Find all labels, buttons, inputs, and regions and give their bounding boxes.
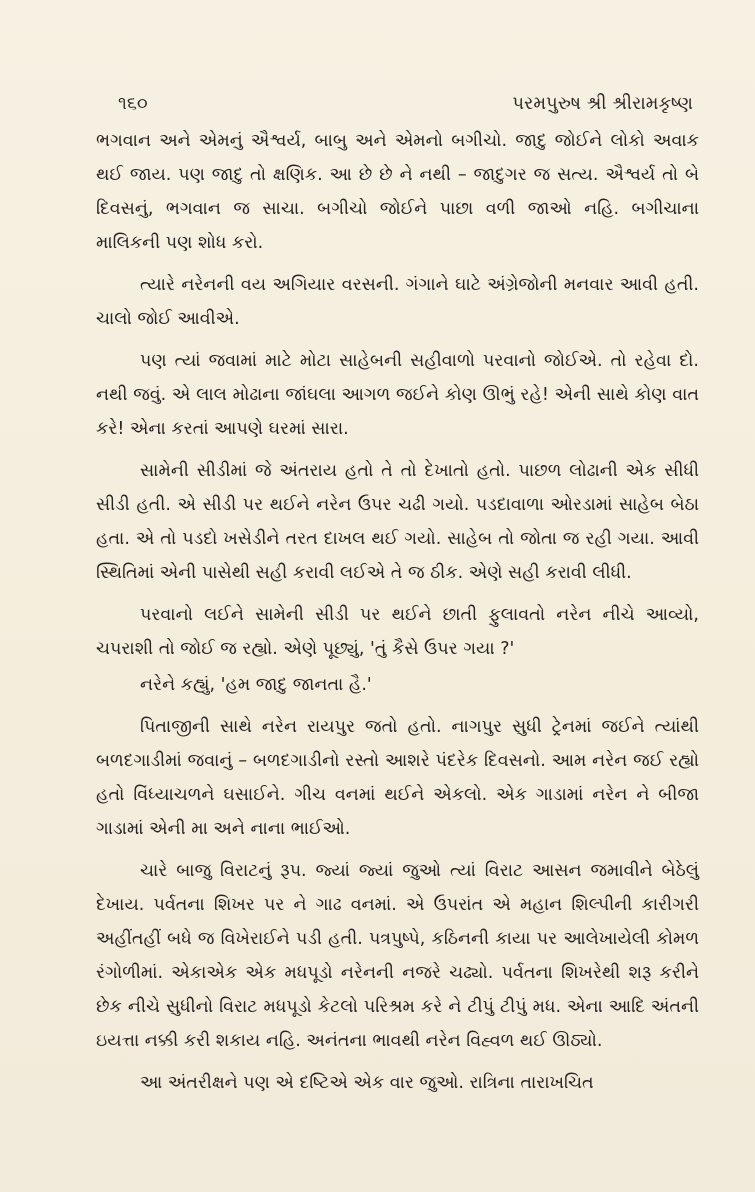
paragraph-3: પણ ત્યાં જવામાં માટે મોટા સાહેબની સહીવાળો પરવાનો જોઈએ. તો રહેવા દો. નથી જવું. એ લાલ મોઢાના જાંઘલા આગળ જઈને કોણ ઊભું રહે! એની સાથે કોણ વાત કરે! એના કરતાં આપણે ઘરમાં સારા. <box>96 351 699 439</box>
paragraph-5: પરવાનો લઈને સામેની સીડી પર થઈને છાતી ફુલાવતો નરેન નીચે આવ્યો, ચપરાશી તો જોઈ જ રહ્યો. એણે પૂછ્યું, 'તું કૈસે ઉપર ગયા ?' <box>96 605 699 659</box>
paragraph-6: નરેને કહ્યું, 'હમ જાદુ જાનતા હૈ.' <box>140 675 372 695</box>
page-header <box>118 88 693 118</box>
paragraph-4: સામેની સીડીમાં જે અંતરાય હતો તે તો દેખાતો હતો. પાછળ લોઢાની એક સીધી સીડી હતી. એ સીડી પર થઈને નરેન ઉપર ચઢી ગયો. પડદાવાળા ઓરડામાં સાહેબ બેઠા હતા. એ તો પડદો ખસેડીને તરત દાખલ થઈ ગયો. સાહેબ તો જોતા જ રહી ગયા. આવી સ્થિતિમાં એની પાસેથી સહી કરાવી લઈએ તે જ ઠીક. એણે સહી કરાવી લીધી. <box>96 461 699 583</box>
running-title: પરમપુરુષ શ્રી શ્રીરામકૃષ્ણ <box>512 92 693 114</box>
paragraph-2: ત્યારે નરેનની વય અગિયાર વરસની. ગંગાને ઘાટે અંગ્રેજોની મનવાર આવી હતી. ચાલો જોઈ આવીએ. <box>96 275 699 329</box>
page-body <box>96 124 699 1108</box>
paragraph-8: ચારે બાજુ વિરાટનું રૂપ. જ્યાં જ્યાં જુઓ ત્યાં વિરાટ આસન જમાવીને બેઠેલું દેખાય. પર્વતના શિખર પર ને ગાઢ વનમાં. એ ઉપરાંત એ મહાન શિલ્પીની કારીગરી અહીંતહીં બધે જ વિખેરાઈને પડી હતી. પત્રપુષ્પે, કઠિનની કાયા પર આલેખાયેલી કોમળ રંગોળીમાં. એકાએક એક મધપૂડો નરેનની નજરે ચઢ્યો. પર્વતના શિખરેથી શરૂ કરીને છેક નીચે સુધીનો વિરાટ મધપૂડો કેટલો પરિશ્રમ કરે ને ટીપું ટીપું મધ. એના આદિ અંતની ઇયત્તા નક્કી કરી શકાય નહિ. અનંતના ભાવથી નરેન વિહ્વળ થઈ ઊઠ્યો. <box>96 861 699 1051</box>
paragraph-7: પિતાજીની સાથે નરેન રાયપુર જતો હતો. નાગપુર સુધી ટ્રેનમાં જઈને ત્યાંથી બળદગાડીમાં જવાનું – બળદગાડીનો રસ્તો આશરે પંદરેક દિવસનો. આમ નરેન જઈ રહ્યો હતો વિંધ્યાચળને ઘસાઈને. ગીચ વનમાં થઈને એકલો. એક ગાડામાં નરેન ને બીજા ગાડામાં એની મા અને નાના ભાઈઓ. <box>96 717 699 839</box>
paragraph-9: આ અંતરીક્ષને પણ એ દષ્ટિએ એક વાર જુઓ. રાત્રિના તારાખચિત <box>140 1073 594 1093</box>
page-number: ૧૬૦ <box>118 92 148 114</box>
paragraph-1: ભગવાન અને એમનું ઐશ્વર્ય, બાબુ અને એમનો બગીચો. જાદુ જોઈને લોકો અવાક થઈ જાય. પણ જાદુ તો ક્ષણિક. આ છે છે ને નથી – જાદુગર જ સત્ય. ઐશ્વર્ય તો બે દિવસનું, ભગવાન જ સાચા. બગીચો જોઈને પાછા વળી જાઓ નહિ. બગીચાના માલિકની પણ શોધ કરો. <box>96 131 699 253</box>
